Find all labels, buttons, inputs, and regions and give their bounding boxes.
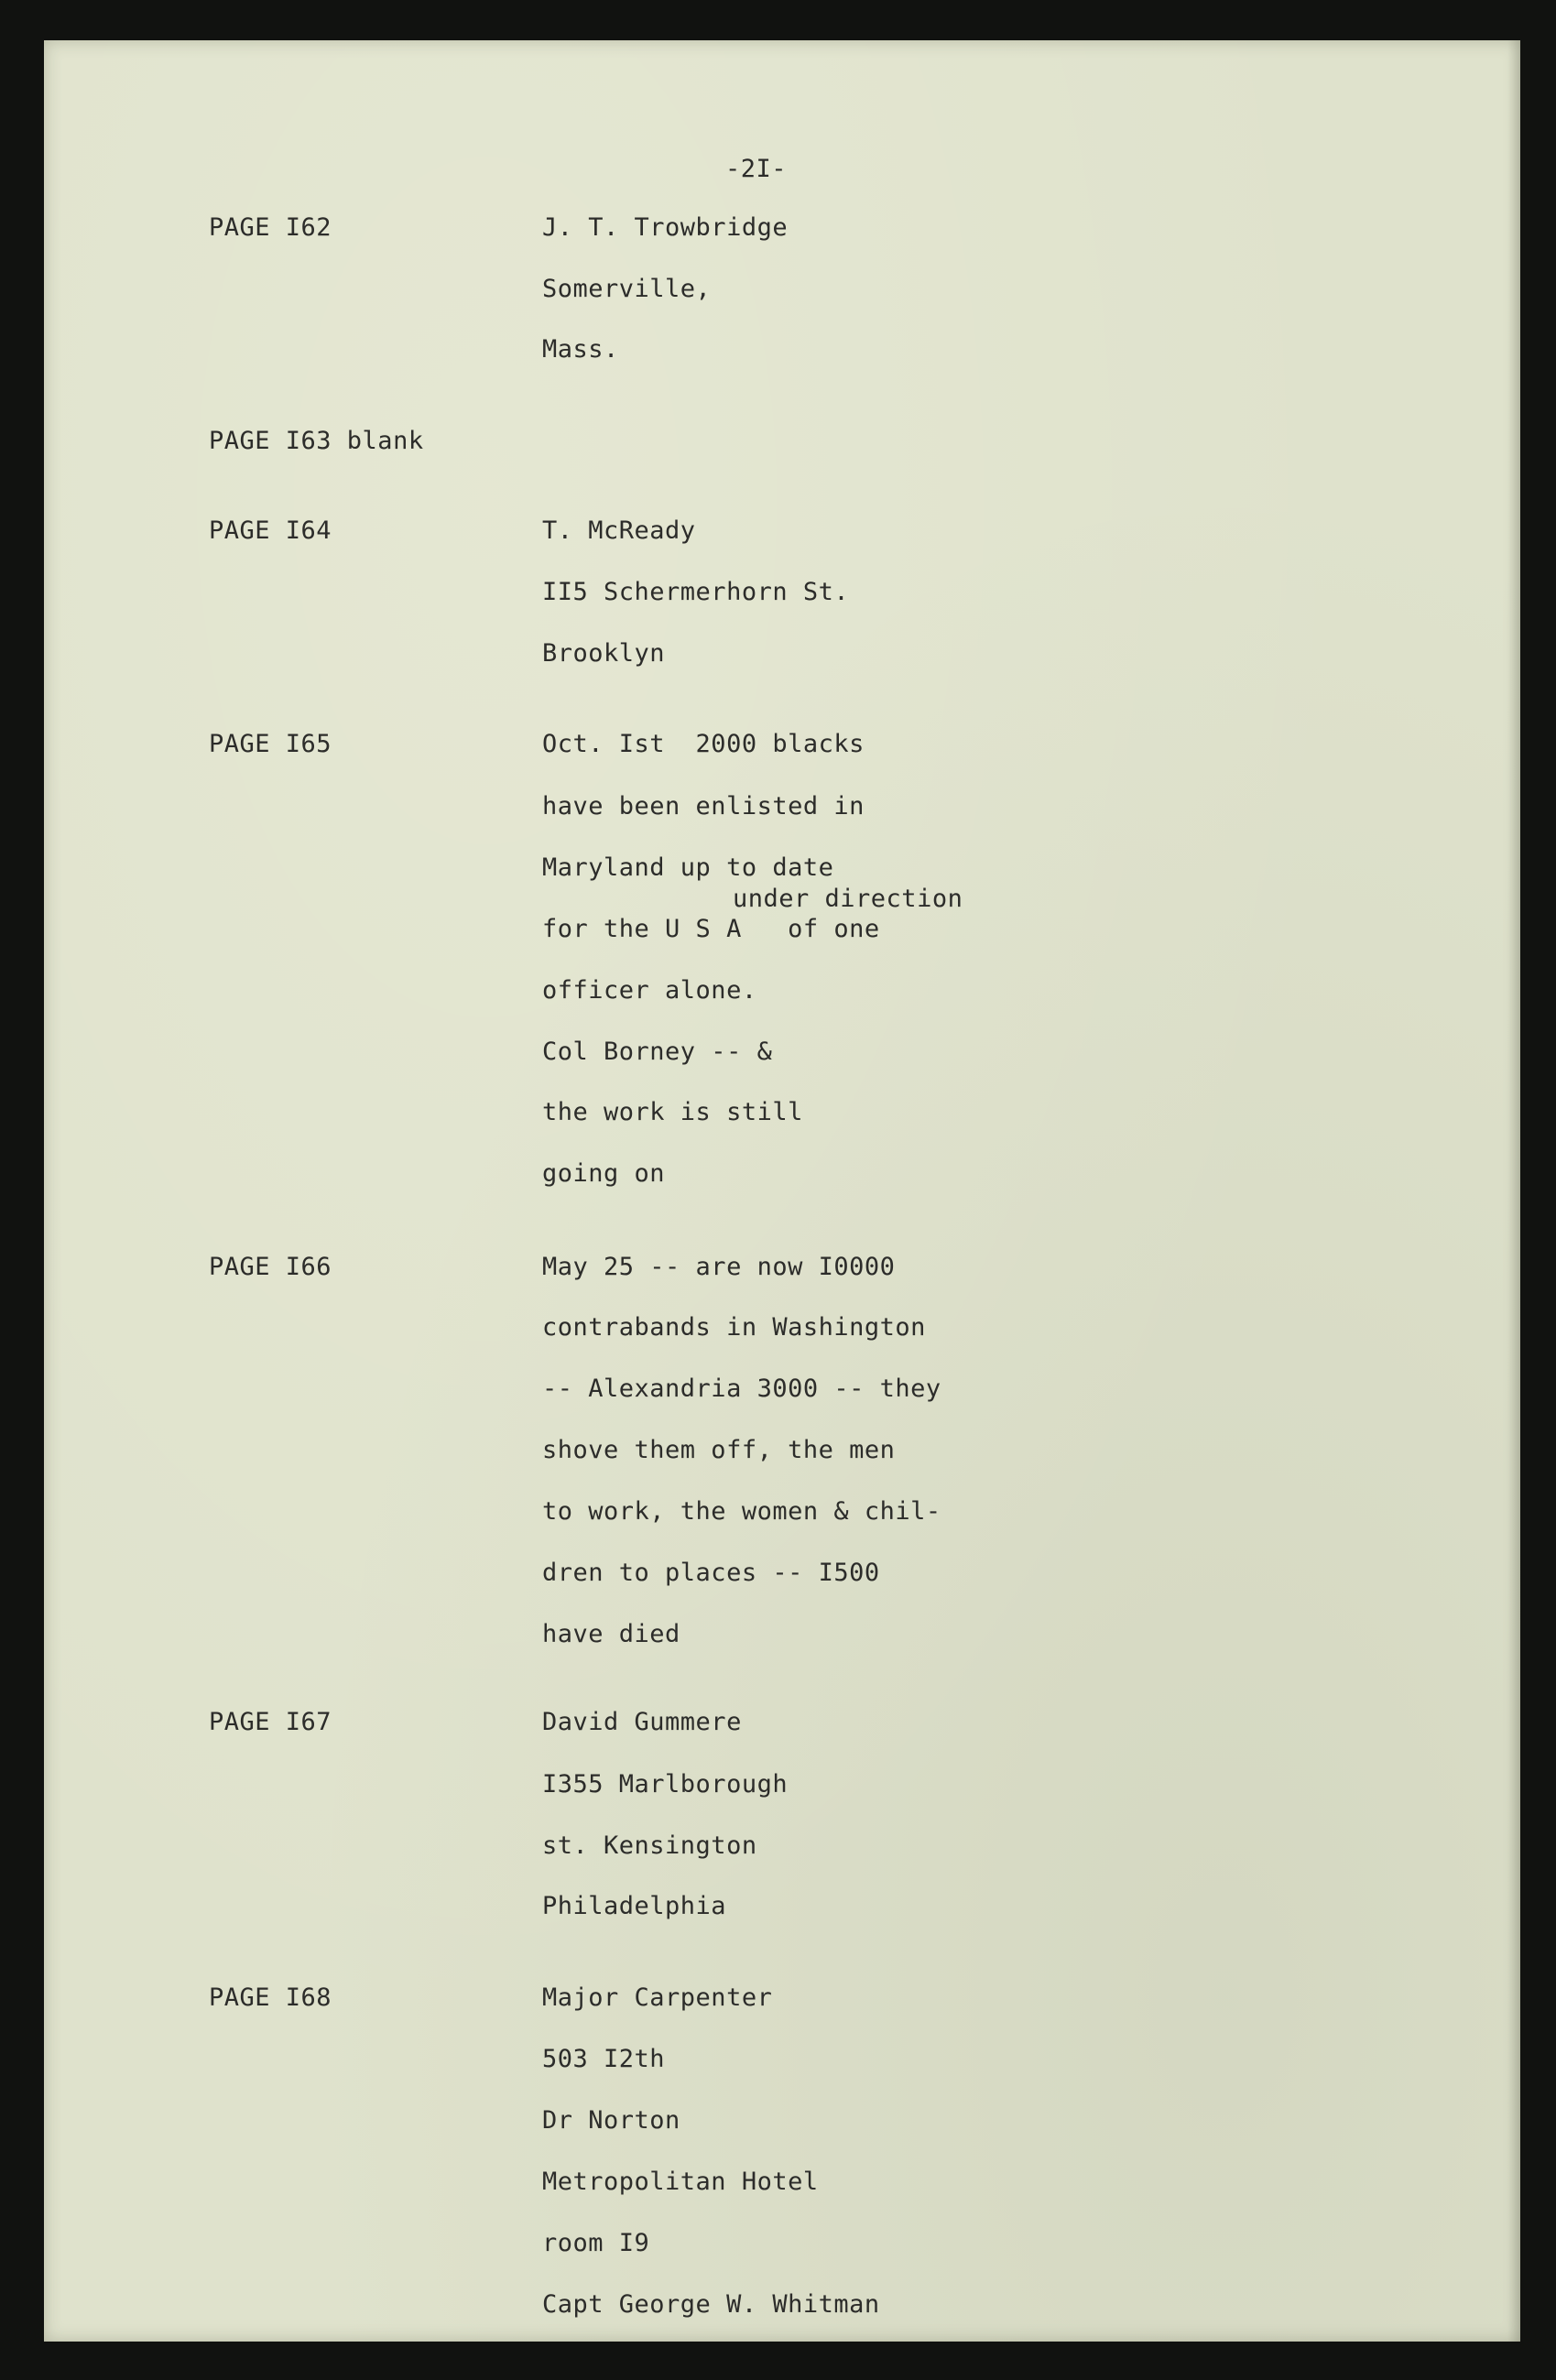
entry-line: for the U S A of one bbox=[542, 915, 880, 943]
entry-line: II5 Schermerhorn St. bbox=[542, 578, 850, 606]
entry-line: the work is still bbox=[542, 1098, 803, 1126]
entry-line: Somerville, bbox=[542, 275, 712, 303]
entry-label: PAGE I65 bbox=[209, 730, 332, 758]
entry-line: going on bbox=[542, 1159, 666, 1188]
entry-line: st. Kensington bbox=[542, 1831, 757, 1860]
entry-line: dren to places -- I500 bbox=[542, 1559, 880, 1587]
entry-line: to work, the women & chil- bbox=[542, 1497, 941, 1526]
page-number: -2I- bbox=[725, 155, 788, 183]
entry-line: Capt George W. Whitman bbox=[542, 2290, 880, 2319]
entry-line: have died bbox=[542, 1620, 680, 1648]
entry-line: Mass. bbox=[542, 335, 619, 364]
entry-label: PAGE I68 bbox=[209, 1983, 332, 2012]
entry-line: Dr Norton bbox=[542, 2106, 680, 2135]
entry-label: PAGE I66 bbox=[209, 1253, 332, 1281]
page-fold-shadow bbox=[1507, 40, 1520, 2342]
entry-line: have been enlisted in bbox=[542, 792, 865, 821]
document-page bbox=[44, 40, 1520, 2342]
entry-label: PAGE I64 bbox=[209, 516, 332, 545]
entry-line: Brooklyn bbox=[542, 639, 666, 668]
entry-line: J. T. Trowbridge bbox=[542, 213, 789, 242]
entry-line: Philadelphia bbox=[542, 1892, 727, 1920]
entry-line: shove them off, the men bbox=[542, 1436, 896, 1464]
entry-line: 503 I2th bbox=[542, 2045, 666, 2073]
entry-label: PAGE I62 bbox=[209, 213, 332, 242]
entry-line: Maryland up to date bbox=[542, 853, 834, 882]
entry-line: I355 Marlborough bbox=[542, 1770, 789, 1799]
interlinear-insertion: under direction bbox=[733, 885, 963, 913]
entry-line: contrabands in Washington bbox=[542, 1313, 926, 1342]
entry-line: Metropolitan Hotel bbox=[542, 2168, 819, 2196]
entry-line: Col Borney -- & bbox=[542, 1038, 773, 1066]
entry-line: T. McReady bbox=[542, 516, 696, 545]
entry-label: PAGE I67 bbox=[209, 1708, 332, 1736]
entry-line: David Gummere bbox=[542, 1708, 742, 1736]
entry-line: May 25 -- are now I0000 bbox=[542, 1253, 896, 1281]
entry-line: room I9 bbox=[542, 2229, 650, 2257]
entry-line: officer alone. bbox=[542, 976, 757, 1005]
entry-line: -- Alexandria 3000 -- they bbox=[542, 1375, 941, 1403]
entry-line: Major Carpenter bbox=[542, 1983, 773, 2012]
entry-line: Oct. Ist 2000 blacks bbox=[542, 730, 865, 758]
entry-label: PAGE I63 blank bbox=[209, 427, 424, 455]
